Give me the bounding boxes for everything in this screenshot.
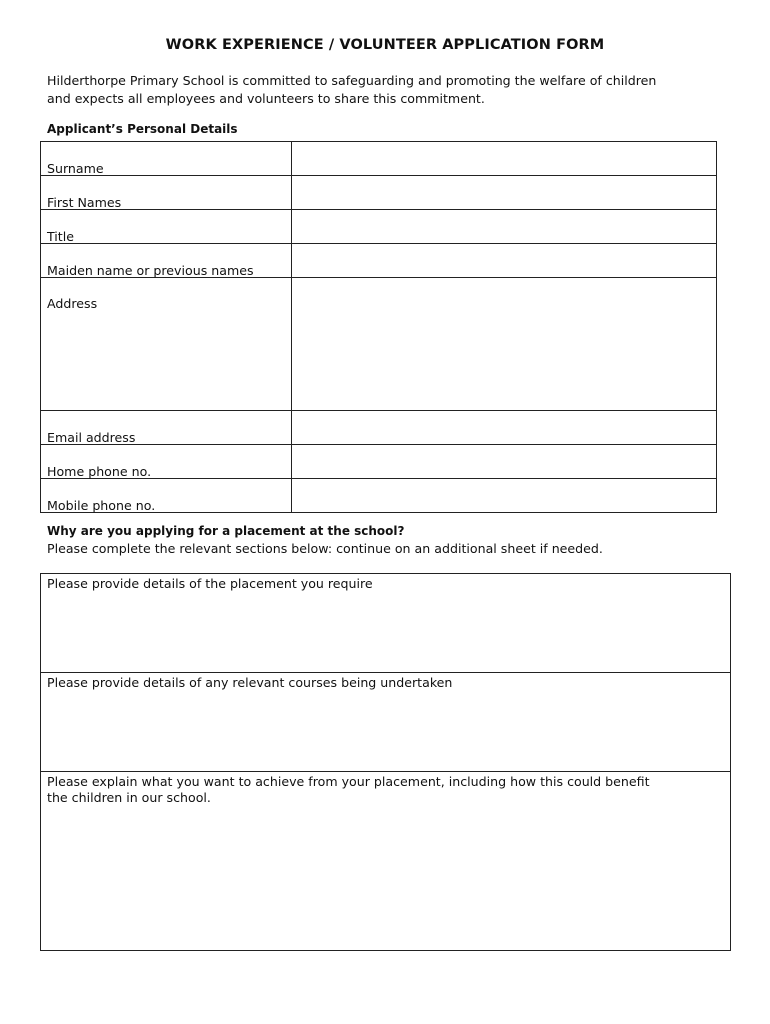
form-title: WORK EXPERIENCE / VOLUNTEER APPLICATION FORM	[165, 37, 605, 53]
intro-line: Hilderthorpe Primary School is committed to safeguarding and promoting the welfare of children	[47, 73, 657, 88]
courses-field[interactable]	[41, 673, 730, 772]
field-row-maiden-name	[41, 244, 717, 278]
field-row-first-names	[41, 176, 717, 210]
field-label	[41, 278, 292, 411]
home-phone-label: Home phone no.	[47, 464, 152, 479]
goals-prompt-line: Please explain what you want to achieve from your placement, including how this could benefit	[47, 774, 650, 789]
placement-subheading: Please complete the relevant sections below: continue on an additional sheet if needed.	[47, 541, 603, 556]
first-names-input[interactable]	[292, 176, 717, 210]
field-row-surname	[41, 142, 717, 176]
mobile-phone-label: Mobile phone no.	[47, 498, 156, 513]
email-label: Email address	[47, 430, 136, 445]
field-label	[41, 210, 292, 244]
field-row-mobile-phone	[41, 479, 717, 513]
surname-input[interactable]	[292, 142, 717, 176]
personal-details-table	[40, 141, 717, 513]
intro-line: and expects all employees and volunteers to share this commitment.	[47, 91, 485, 106]
first-names-label: First Names	[47, 195, 122, 210]
placement-details-field[interactable]	[41, 574, 730, 673]
courses-prompt: Please provide details of any relevant courses being undertaken	[47, 675, 453, 690]
field-label	[41, 411, 292, 445]
placement-box	[40, 573, 731, 951]
goals-prompt-line: the children in our school.	[47, 790, 211, 805]
field-label	[41, 479, 292, 513]
intro-text	[47, 72, 737, 108]
address-label: Address	[47, 296, 98, 311]
field-label	[41, 176, 292, 210]
email-input[interactable]	[292, 411, 717, 445]
field-row-home-phone	[41, 445, 717, 479]
field-label	[41, 445, 292, 479]
field-row-address	[41, 278, 717, 411]
title-label: Title	[47, 229, 74, 244]
maiden-name-input[interactable]	[292, 244, 717, 278]
maiden-name-label: Maiden name or previous names	[47, 263, 254, 278]
placement-heading: Why are you applying for a placement at the school?	[47, 524, 405, 538]
personal-details-heading: Applicant’s Personal Details	[47, 122, 238, 136]
mobile-phone-input[interactable]	[292, 479, 717, 513]
field-label	[41, 244, 292, 278]
field-row-title	[41, 210, 717, 244]
field-row-email	[41, 411, 717, 445]
goals-field[interactable]	[41, 772, 730, 950]
home-phone-input[interactable]	[292, 445, 717, 479]
field-label	[41, 142, 292, 176]
placement-details-prompt: Please provide details of the placement you require	[47, 576, 373, 591]
title-input[interactable]	[292, 210, 717, 244]
surname-label: Surname	[47, 161, 104, 176]
address-input[interactable]	[292, 278, 717, 411]
